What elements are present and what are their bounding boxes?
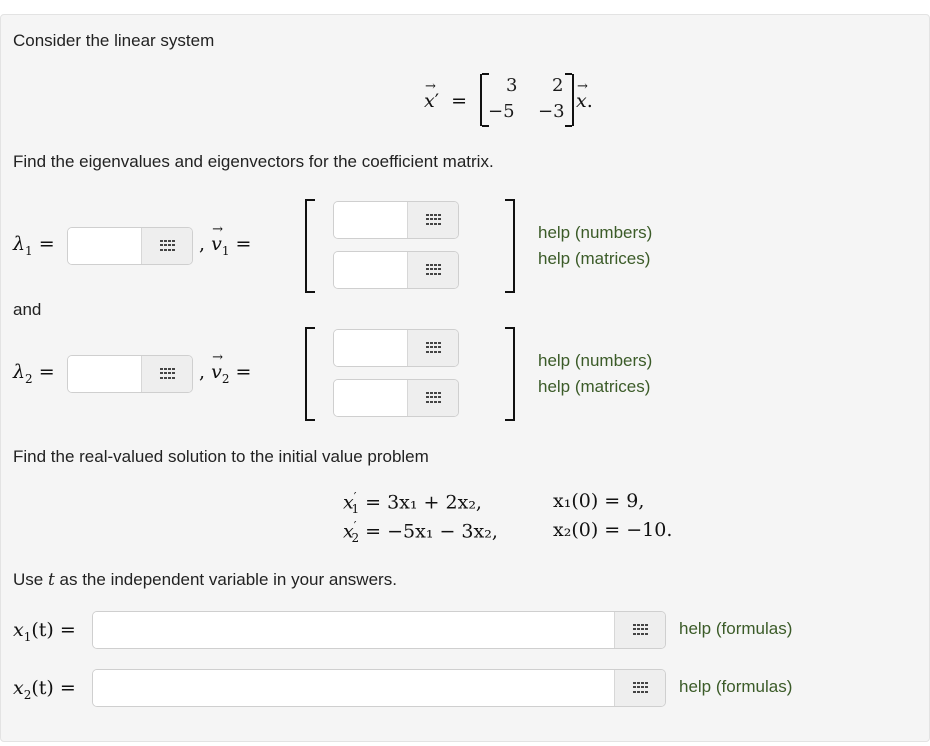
v2-bottom-keyboard-button[interactable] <box>407 380 458 416</box>
v1-bottom-keyboard-button[interactable] <box>407 252 458 288</box>
v1-bottom-input[interactable] <box>334 252 407 288</box>
keyboard-grid-icon <box>426 392 440 404</box>
matrix-r2c1: −5 <box>488 101 515 122</box>
matrix-r2c2: −3 <box>538 101 565 122</box>
coefficient-matrix <box>480 74 574 126</box>
ivp-equation-2: $x'_2 = -5x_1 - 3x_2$, <box>343 519 498 546</box>
and-text: and <box>13 300 42 319</box>
use-t-text: Use t as the independent variable in your answers. <box>13 570 397 590</box>
v2-right-bracket <box>505 327 515 421</box>
v1-top-field[interactable] <box>333 201 459 239</box>
matrix-r1c2: 2 <box>552 75 564 96</box>
ivp-initial-2: x₂(0) = −10. <box>553 519 673 541</box>
x1-keyboard-button[interactable] <box>614 612 665 648</box>
lambda2-label: $\lambda_2$ = <box>13 361 55 386</box>
v1-bottom-field[interactable] <box>333 251 459 289</box>
find-real-text: Find the real-valued solution to the initial value problem <box>13 447 429 466</box>
v2-bottom-field[interactable] <box>333 379 459 417</box>
keyboard-grid-icon <box>426 264 440 276</box>
help-formulas-link-1[interactable]: help (formulas) <box>679 619 793 638</box>
v1-top-keyboard-button[interactable] <box>407 202 458 238</box>
keyboard-grid-icon <box>160 240 174 252</box>
lambda2-field[interactable] <box>67 355 193 393</box>
system-rhs: → x. <box>576 79 593 112</box>
v2-top-keyboard-button[interactable] <box>407 330 458 366</box>
x1-field[interactable] <box>92 611 666 649</box>
keyboard-grid-icon <box>633 682 647 694</box>
x2-input[interactable] <box>93 670 614 706</box>
x2-keyboard-button[interactable] <box>614 670 665 706</box>
lambda1-input[interactable] <box>68 228 141 264</box>
keyboard-grid-icon <box>426 342 440 354</box>
lambda2-input[interactable] <box>68 356 141 392</box>
x2-field[interactable] <box>92 669 666 707</box>
v1-left-bracket <box>305 199 315 293</box>
x1-label: $x_1(t)$ = <box>13 619 76 644</box>
lambda1-keyboard-button[interactable] <box>141 228 192 264</box>
x1-input[interactable] <box>93 612 614 648</box>
help-numbers-link-1[interactable]: help (numbers) <box>538 223 653 242</box>
v2-top-input[interactable] <box>334 330 407 366</box>
keyboard-grid-icon <box>160 368 174 380</box>
help-matrices-link-2[interactable]: help (matrices) <box>538 377 651 396</box>
v1-right-bracket <box>505 199 515 293</box>
ivp-equation-1: $x'_1 = 3x_1 + 2x_2$, <box>343 490 482 517</box>
v2-top-field[interactable] <box>333 329 459 367</box>
v2-label: , → $v_2$ = <box>199 350 252 386</box>
v2-left-bracket <box>305 327 315 421</box>
find-eigen-text: Find the eigenvalues and eigenvectors for the coefficient matrix. <box>13 152 494 171</box>
ivp-initial-1: x₁(0) = 9, <box>553 490 645 512</box>
help-numbers-link-2[interactable]: help (numbers) <box>538 351 653 370</box>
x2-label: $x_2(t)$ = <box>13 677 76 702</box>
lambda2-keyboard-button[interactable] <box>141 356 192 392</box>
system-lhs: → x′ = <box>424 79 468 112</box>
matrix-r1c1: 3 <box>506 75 518 96</box>
v1-top-input[interactable] <box>334 202 407 238</box>
v2-bottom-input[interactable] <box>334 380 407 416</box>
v1-label: , → $v_1$ = <box>199 222 252 258</box>
keyboard-grid-icon <box>426 214 440 226</box>
help-matrices-link-1[interactable]: help (matrices) <box>538 249 651 268</box>
help-formulas-link-2[interactable]: help (formulas) <box>679 677 793 696</box>
intro-text: Consider the linear system <box>13 31 215 50</box>
lambda1-field[interactable] <box>67 227 193 265</box>
keyboard-grid-icon <box>633 624 647 636</box>
lambda1-label: $\lambda_1$ = <box>13 233 55 258</box>
